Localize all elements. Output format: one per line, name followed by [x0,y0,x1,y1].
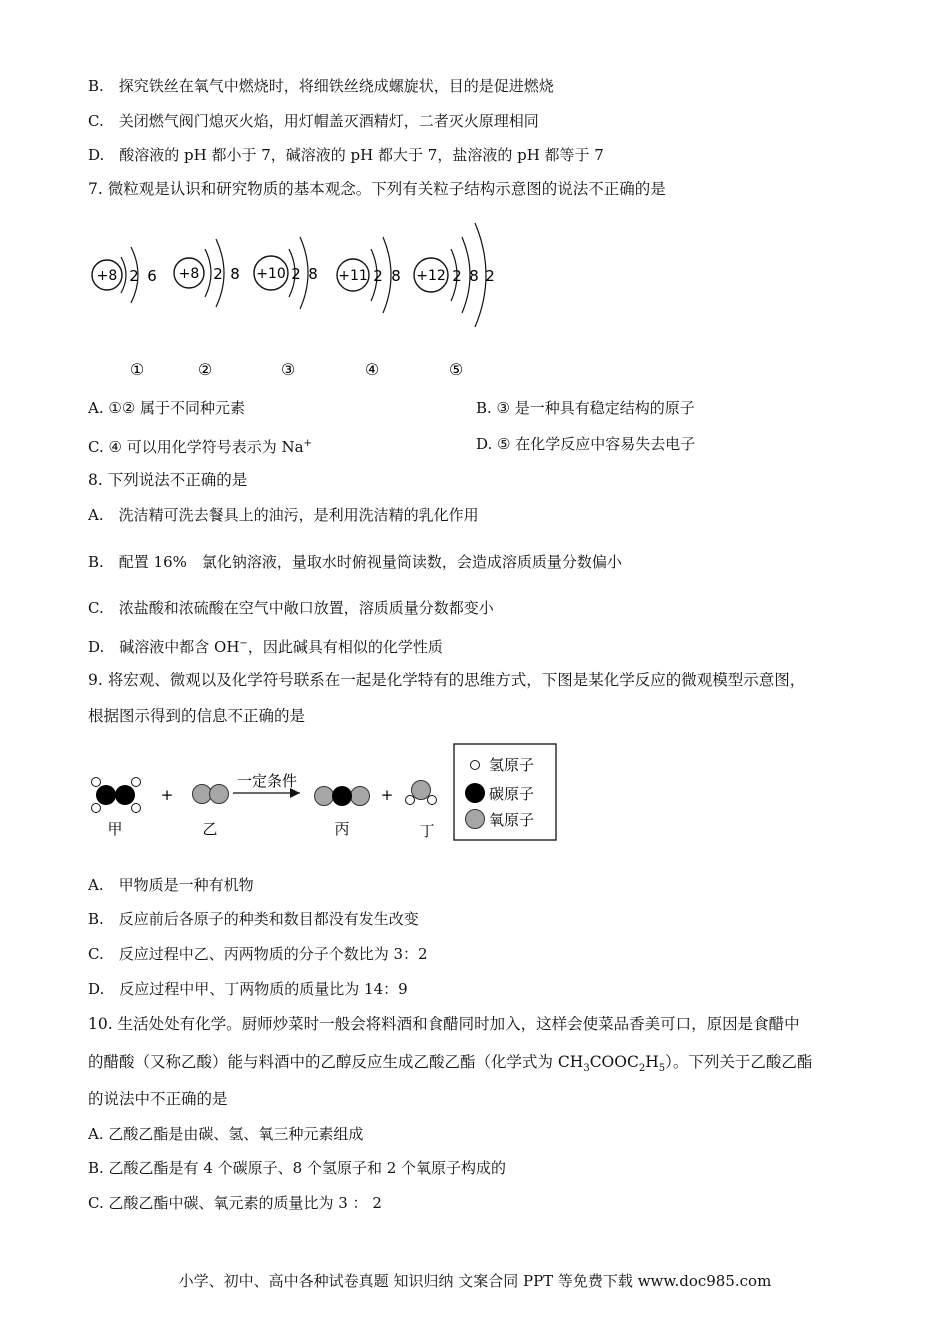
q9-option-d: D. 反应过程中甲、丁两物质的质量比为 14：9 [88,980,408,998]
q8-stem: 8. 下列说法不正确的是 [88,471,248,489]
molecule-name: 乙 [202,820,218,838]
atom-label: ④ [364,360,380,379]
q8-option-d-text-end: ，因此碱具有相似的化学性质 [247,638,443,656]
q8-option-d [88,634,443,657]
atom-diagram-1 [92,247,157,303]
shell-electrons: 6 [147,267,157,285]
charge-superscript: + [303,438,312,449]
q8-option-b: B. 配置 16% 氯化钠溶液，量取水时俯视量筒读数，会造成溶质质量分数偏小 [88,553,622,571]
shell-electrons: 8 [308,265,318,283]
legend-hydrogen: 氢原子 [489,756,535,774]
nucleus-charge: +10 [256,266,286,282]
q10-stem-line1: 10. 生活处处有化学。厨师炒菜时一般会将料酒和食醋同时加入，这样会使菜品香美可口，原因是食醋中 [88,1015,800,1033]
q9-stem-line2: 根据图示得到的信息不正确的是 [88,707,306,725]
shell-electrons: 2 [452,267,462,285]
nucleus-charge: +12 [416,268,446,284]
shell-electrons: 2 [213,265,223,283]
q7-atom-structure-figure [85,215,515,385]
shell-electrons: 2 [485,267,495,285]
legend-carbon: 碳原子 [489,785,535,803]
q7-option-b: B. ③ 是一种具有稳定结构的原子 [476,399,695,417]
reaction-condition: 一定条件 [236,772,298,790]
molecule-jia [92,778,141,839]
reaction-arrow [233,772,300,798]
charge-superscript: − [239,638,248,649]
q7-option-d: D. ⑤ 在化学反应中容易失去电子 [476,435,696,453]
legend-oxygen: 氧原子 [489,811,535,829]
q7-option-a: A. ①② 属于不同种元素 [88,399,246,417]
page-footer: 小学、初中、高中各种试卷真题 知识归纳 文案合同 PPT 等免费下载 www.doc985.com [178,1272,772,1290]
q7-option-c-text: C. ④ 可以用化学符号表示为 Na [88,438,304,456]
formula-subscript: 2 [638,1063,646,1075]
shell-electrons: 2 [373,267,383,285]
molecule-yi [193,785,229,839]
q10-stem-text: 的醋酸（又称乙酸）能与料酒中的乙醇反应生成乙酸乙酯（化学式为 CH [88,1053,584,1071]
q10-option-b: B. 乙酸乙酯是有 4 个碳原子、8 个氢原子和 2 个氧原子构成的 [88,1159,507,1177]
molecule-bing [315,786,370,838]
atom-label: ③ [280,360,296,379]
q7-stem: 7. 微粒观是认识和研究物质的基本观念。下列有关粒子结构示意图的说法不正确的是 [88,180,666,198]
nucleus-charge: +11 [338,268,368,284]
plus-sign: + [160,786,174,804]
q10-option-a: A. 乙酸乙酯是由碳、氢、氧三种元素组成 [88,1125,364,1143]
q9-option-c: C. 反应过程中乙、丙两物质的分子个数比为 3：2 [88,945,428,963]
atom-label: ② [197,360,213,379]
shell-electrons: 8 [469,267,479,285]
q10-stem-line2 [88,1052,812,1079]
molecule-name: 丙 [334,820,350,838]
atom-label: ① [129,360,145,379]
q8-option-d-text: D. 碱溶液中都含 OH [88,638,240,656]
plus-sign: + [380,786,394,804]
shell-electrons: 2 [291,265,301,283]
q9-reaction-model-figure [85,740,565,850]
shell-electrons: 8 [230,265,240,283]
q6-option-b: B. 探究铁丝在氧气中燃烧时，将细铁丝绕成螺旋状，目的是促进燃烧 [88,77,554,95]
q10-option-c: C. 乙酸乙酯中碳、氧元素的质量比为 3 ： 2 [88,1194,382,1212]
atom-label: ⑤ [448,360,464,379]
atom-legend [454,744,556,840]
q9-option-a: A. 甲物质是一种有机物 [88,876,254,894]
q10-stem-text-end: ）。下列关于乙酸乙酯 [665,1053,813,1071]
q7-option-c [88,434,312,457]
q9-stem-line1: 9. 将宏观、微观以及化学符号联系在一起是化学特有的思维方式，下图是某化学反应的微观模型示意图， [88,671,806,689]
nucleus-charge: +8 [96,268,118,284]
formula-subscript: 5 [658,1063,666,1075]
q10-stem-line3: 的说法中不正确的是 [88,1090,228,1108]
atom-diagram-2 [174,239,240,307]
molecule-ding [406,781,437,841]
atom-diagram-3 [254,237,318,309]
nucleus-charge: +8 [178,266,200,282]
molecule-name: 甲 [107,820,123,838]
molecule-name: 丁 [419,822,435,840]
atom-diagram-5 [414,223,495,327]
shell-electrons: 8 [391,267,401,285]
formula-subscript: 3 [583,1063,590,1075]
atom-diagram-4 [337,237,401,313]
q6-option-c: C. 关闭燃气阀门熄灭火焰，用灯帽盖灭酒精灯，二者灭火原理相同 [88,112,539,130]
shell-electrons: 2 [129,267,139,285]
formula-part: COOC [589,1053,639,1071]
formula-part: H [645,1053,659,1071]
q8-option-a: A. 洗洁精可洗去餐具上的油污，是利用洗洁精的乳化作用 [88,506,479,524]
q6-option-d: D. 酸溶液的 pH 都小于 7，碱溶液的 pH 都大于 7，盐溶液的 pH 都等于 7 [88,146,604,164]
q8-option-c: C. 浓盐酸和浓硫酸在空气中敞口放置，溶质质量分数都变小 [88,599,494,617]
q9-option-b: B. 反应前后各原子的种类和数目都没有发生改变 [88,910,419,928]
